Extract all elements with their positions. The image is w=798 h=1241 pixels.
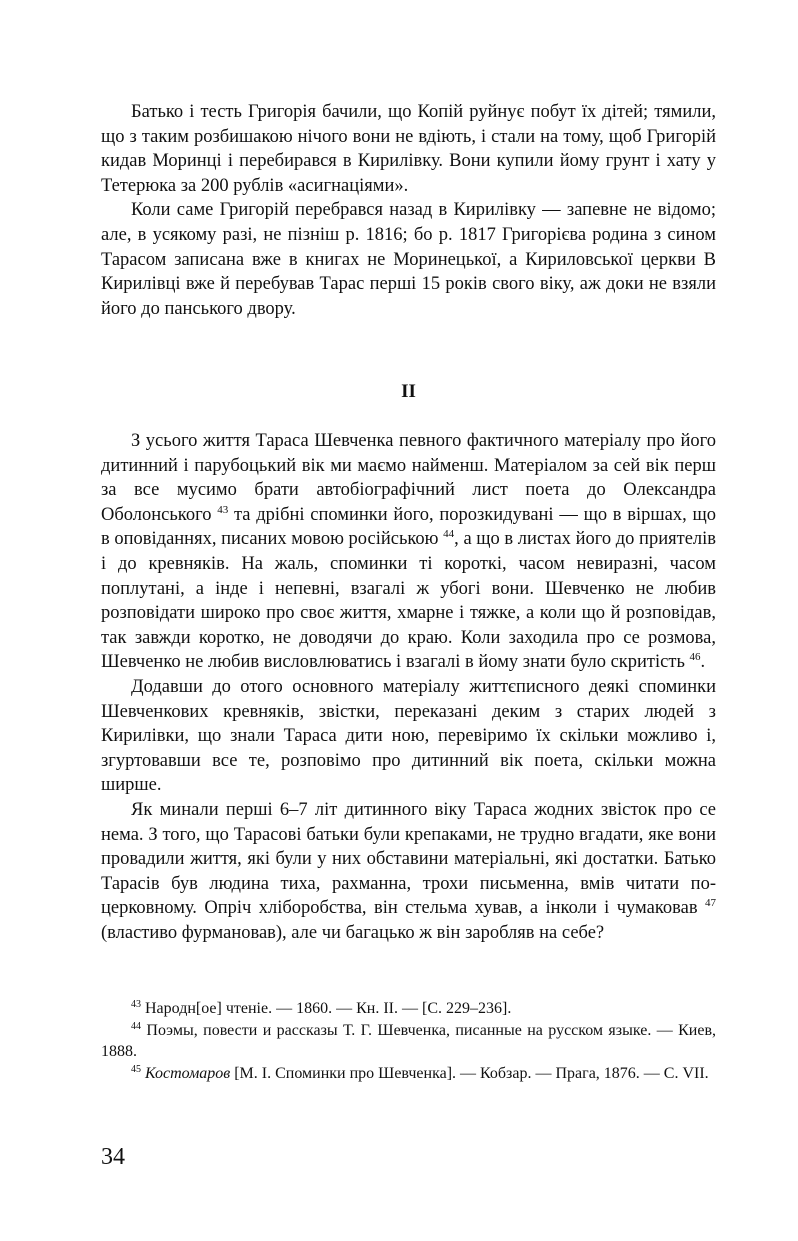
text-run: (властиво фурмановав), але чи багацько ж він заробляв на себе? <box>101 922 605 943</box>
text-run: Як минали перші 6–7 літ дитинного віку Тараса жодних звісток про се нема. З того, що Тарасові батьки були крепаками, не трудно вгадати, яке вони провадили життя, які були у них обставини матеріальні, які достатки. Батько Тарасів був людина тиха, рахманна, трохи письменна, вмів читати по-церковному. Опріч хліборобства, він стельма хував, а інколи і чумаковав <box>101 799 716 919</box>
body-text-block-1 <box>101 100 716 321</box>
footnote-ref: 43 <box>217 503 229 516</box>
footnote-text: Поэмы, повести и рассказы Т. Г. Шевченка, писанные на русском языке. — Киев, 1888. <box>101 1021 717 1060</box>
footnote-ref: 46 <box>689 651 701 664</box>
section-heading: II <box>401 381 416 402</box>
paragraph: Коли саме Григорій перебрався назад в Кирилівку — запевне не відомо; але, в усякому разі, не пізніш р. 1816; бо р. 1817 Григорієва родина з сином Тарасом записана вже в книгах не Моринецької, а Кириловської церкви В Кирилівці вже й перебував Тарас перші 15 років свого віку, аж доки не взяли його до панського двору. <box>101 200 716 319</box>
footnote-number: 43 <box>131 999 141 1010</box>
paragraph: Батько і тесть Григорія бачили, що Копій руйнує побут їх дітей; тямили, що з таким розбишакою нічого вони не вдіють, і стали на тому, щоб Григорій кидав Моринці і перебирався в Кирилівку. Вони купили йому грунт і хату у Тетерюка за 200 рублів «асигнаціями». <box>101 102 716 196</box>
text-run: З усього життя Тараса Шевченка певного фактичного матеріалу про його дитинний і парубоцький вік ми маємо найменш. Матеріалом за сей вік перш за все мусимо брати автобіографічний лист поета до Олександра Оболонського <box>101 431 716 525</box>
footnote <box>101 1020 716 1063</box>
paragraph <box>101 429 716 675</box>
footnote-number: 45 <box>131 1063 141 1075</box>
paragraph: Додавши до отого основного матеріалу життєписного деякі споминки Шевченкових кревняків, звістки, переказані деким з старих людей з Кирилівки, що знали Тараса дити ною, перевіримо їх скільки можливо і, згуртовавши все те, розповімо про дитинний вік поета, скільки можна ширше. <box>101 676 716 796</box>
text-run: . <box>700 652 706 673</box>
text-run: та дрібні споминки його, порозкидувані — що в віршах, що в оповіданнях, писаних мовою російською <box>101 504 716 550</box>
footnote-ref: 44 <box>443 528 455 541</box>
body-text-block-2 <box>101 429 716 945</box>
footnote-number: 44 <box>131 1020 141 1032</box>
footnotes <box>101 998 716 1084</box>
text-run: , а що в листах його до приятелів і до кревняків. На жаль, споминки ті короткі, часом невиразні, часом поплутані, а інде і непевні, взагалі ж убогі вони. Шевченко не любив розповідати широко про своє життя, хмарне і тяжке, а коли що й розповідав, так завжди коротко, не доводячи до краю. Коли заходила про се розмова, Шевченко не любив висловлюватись і взагалі в йому знати було скритість <box>101 529 717 673</box>
footnote-ref: 47 <box>705 897 717 910</box>
paragraph <box>101 798 716 946</box>
footnote <box>101 998 716 1020</box>
footnote-text: Народн[ое] чтеніе. — 1860. — Кн. II. — [С. 229–236]. <box>145 1000 512 1017</box>
footnote <box>101 1063 716 1085</box>
footnote-author: Костомаров <box>145 1064 231 1082</box>
page-number: 34 <box>101 1144 125 1170</box>
footnote-text: [М. І. Споминки про Шевченка]. — Кобзар. — Прага, 1876. — С. VII. <box>230 1064 709 1082</box>
